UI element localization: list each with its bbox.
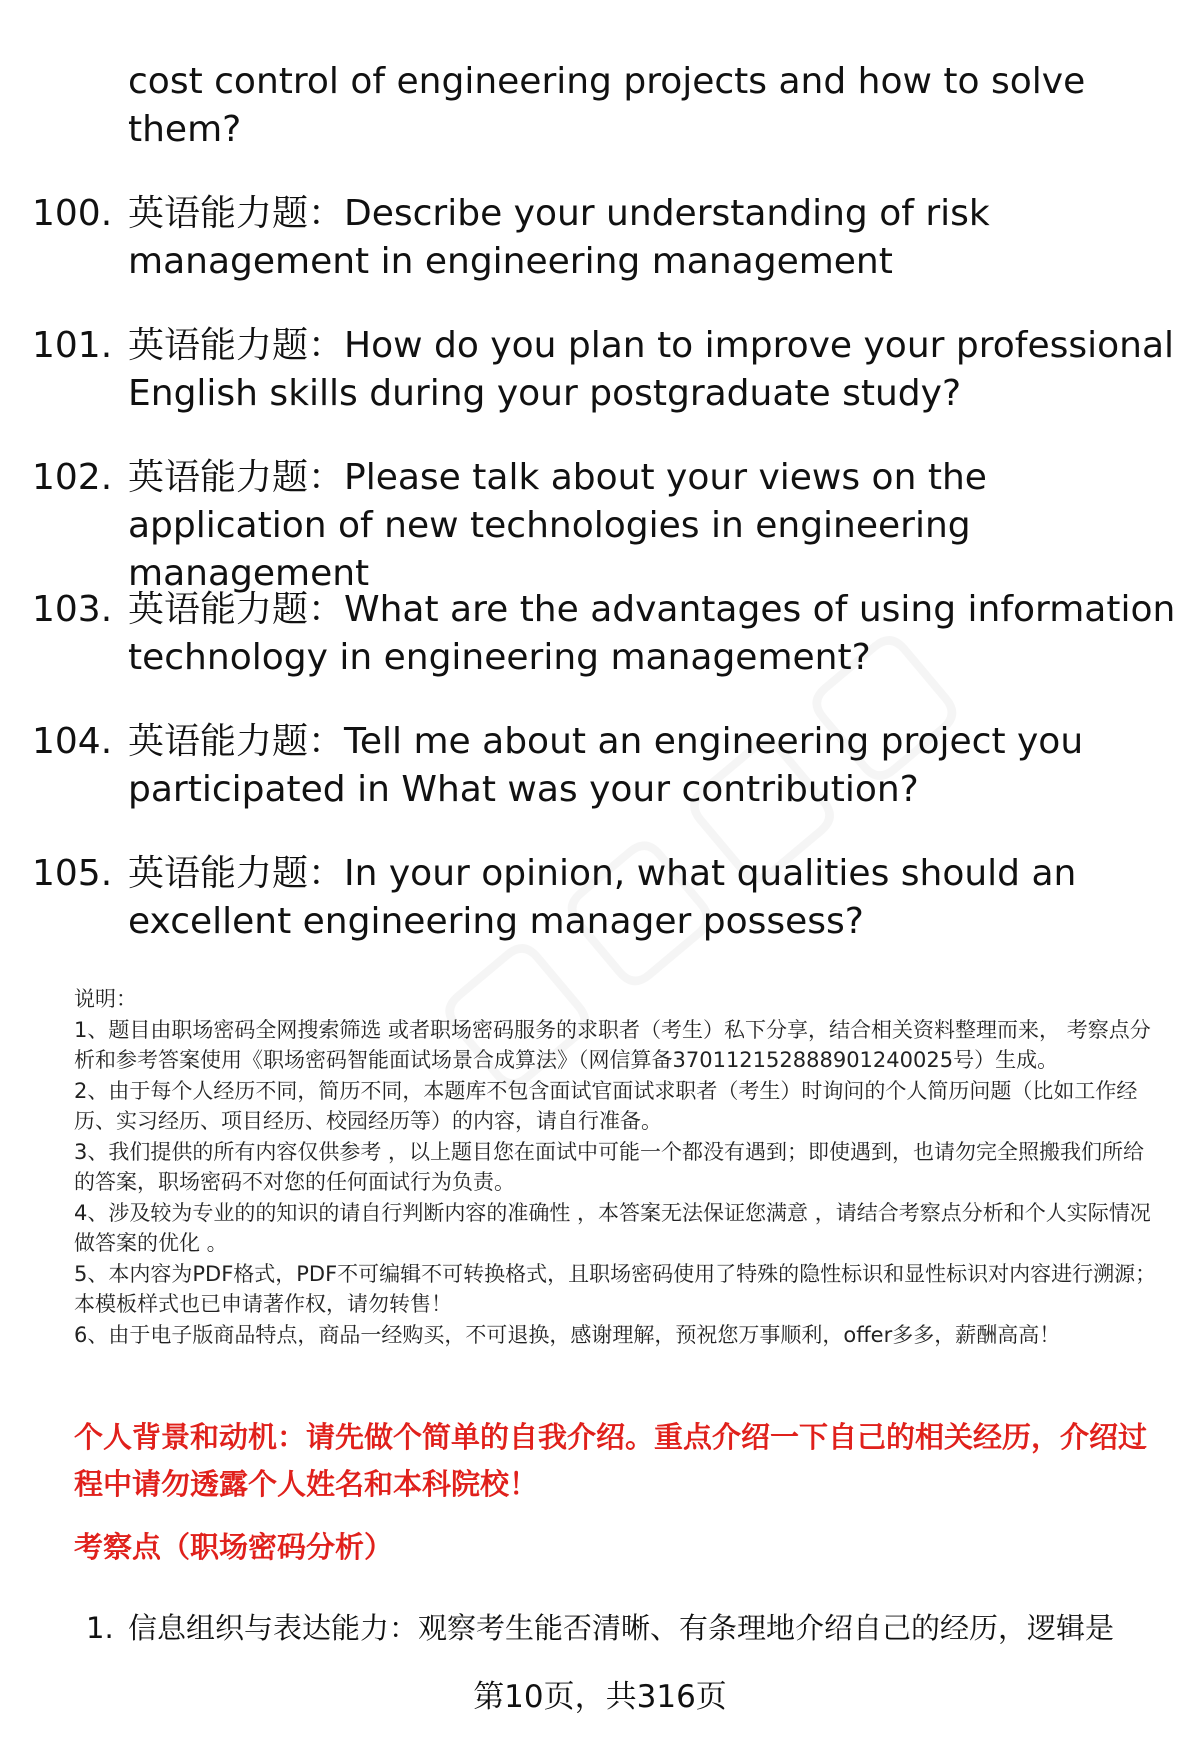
note-item: 4、涉及较为专业的的知识的请自行判断内容的准确性 ，本答案无法保证您满意 ，请结合考察点分析和个人实际情况做答案的优化 。 [74,1200,1151,1255]
note-item: 2、由于每个人经历不同，简历不同，本题库不包含面试官面试求职者（考生）时询问的个人简历问题（比如工作经历、实习经历、项目经历、校园经历等）的内容，请自行准备。 [74,1078,1138,1133]
analysis-heading: 考察点（职场密码分析） [74,1530,394,1564]
question-item [0,718,1200,850]
question-text: 英语能力题：What are the advantages of using information technology in engineering management? [128,589,1176,678]
continued-question-text: cost control of engineering projects and how to solve them? [128,61,1086,150]
note-item: 5、本内容为PDF格式，PDF不可编辑不可转换格式，且职场密码使用了特殊的隐性标识和显性标识对内容进行溯源；本模板样式也已申请著作权，请勿转售！ [74,1261,1157,1316]
question-item [0,322,1200,454]
note-item: 3、我们提供的所有内容仅供参考 ，以上题目您在面试中可能一个都没有遇到；即使遇到，也请勿完全照搬我们所给的答案，职场密码不对您的任何面试行为负责。 [74,1139,1145,1194]
question-item [0,850,1200,982]
section-heading: 个人背景和动机：请先做个简单的自我介绍。重点介绍一下自己的相关经历，介绍过程中请勿透露个人姓名和本科院校！ [74,1420,1148,1501]
question-text: 英语能力题：In your opinion, what qualities should an excellent engineering manager possess? [128,853,1077,942]
question-item [0,454,1200,594]
question-text: 英语能力题：Tell me about an engineering project you participated in What was your contribution? [128,721,1084,810]
question-number: 104. [32,721,113,762]
question-number: 105. [32,853,113,894]
note-item: 6、由于电子版商品特点，商品一经购买，不可退换，感谢理解，预祝您万事顺利，offer多多，薪酬高高！ [74,1322,1061,1347]
question-item [0,190,1200,322]
note-item: 1、题目由职场密码全网搜索筛选 或者职场密码服务的求职者（考生）私下分享，结合相关资料整理而来， 考察点分析和参考答案使用《职场密码智能面试场景合成算法》（网信算备370112152888901240025号）生成。 [74,1017,1151,1072]
question-text: 英语能力题：Please talk about your views on the application of new technologies in engineering management [128,457,987,594]
question-text: 英语能力题：Describe your understanding of risk management in engineering management [128,193,990,282]
question-number: 101. [32,325,113,366]
question-number: 102. [32,457,113,498]
question-number: 100. [32,193,113,234]
analysis-point-text: 信息组织与表达能力：观察考生能否清晰、有条理地介绍自己的经历，逻辑是 [128,1611,1115,1645]
question-text: 英语能力题：How do you plan to improve your professional English skills during your postgraduate study? [128,325,1175,414]
disclaimer-notes [74,984,1164,1350]
analysis-point-number: 1. [86,1611,114,1645]
question-number: 103. [32,589,113,630]
question-list [0,190,1200,982]
question-item [0,586,1200,718]
page-footer: 第10页，共316页 [473,1679,727,1715]
notes-title: 说明： [74,987,137,1011]
